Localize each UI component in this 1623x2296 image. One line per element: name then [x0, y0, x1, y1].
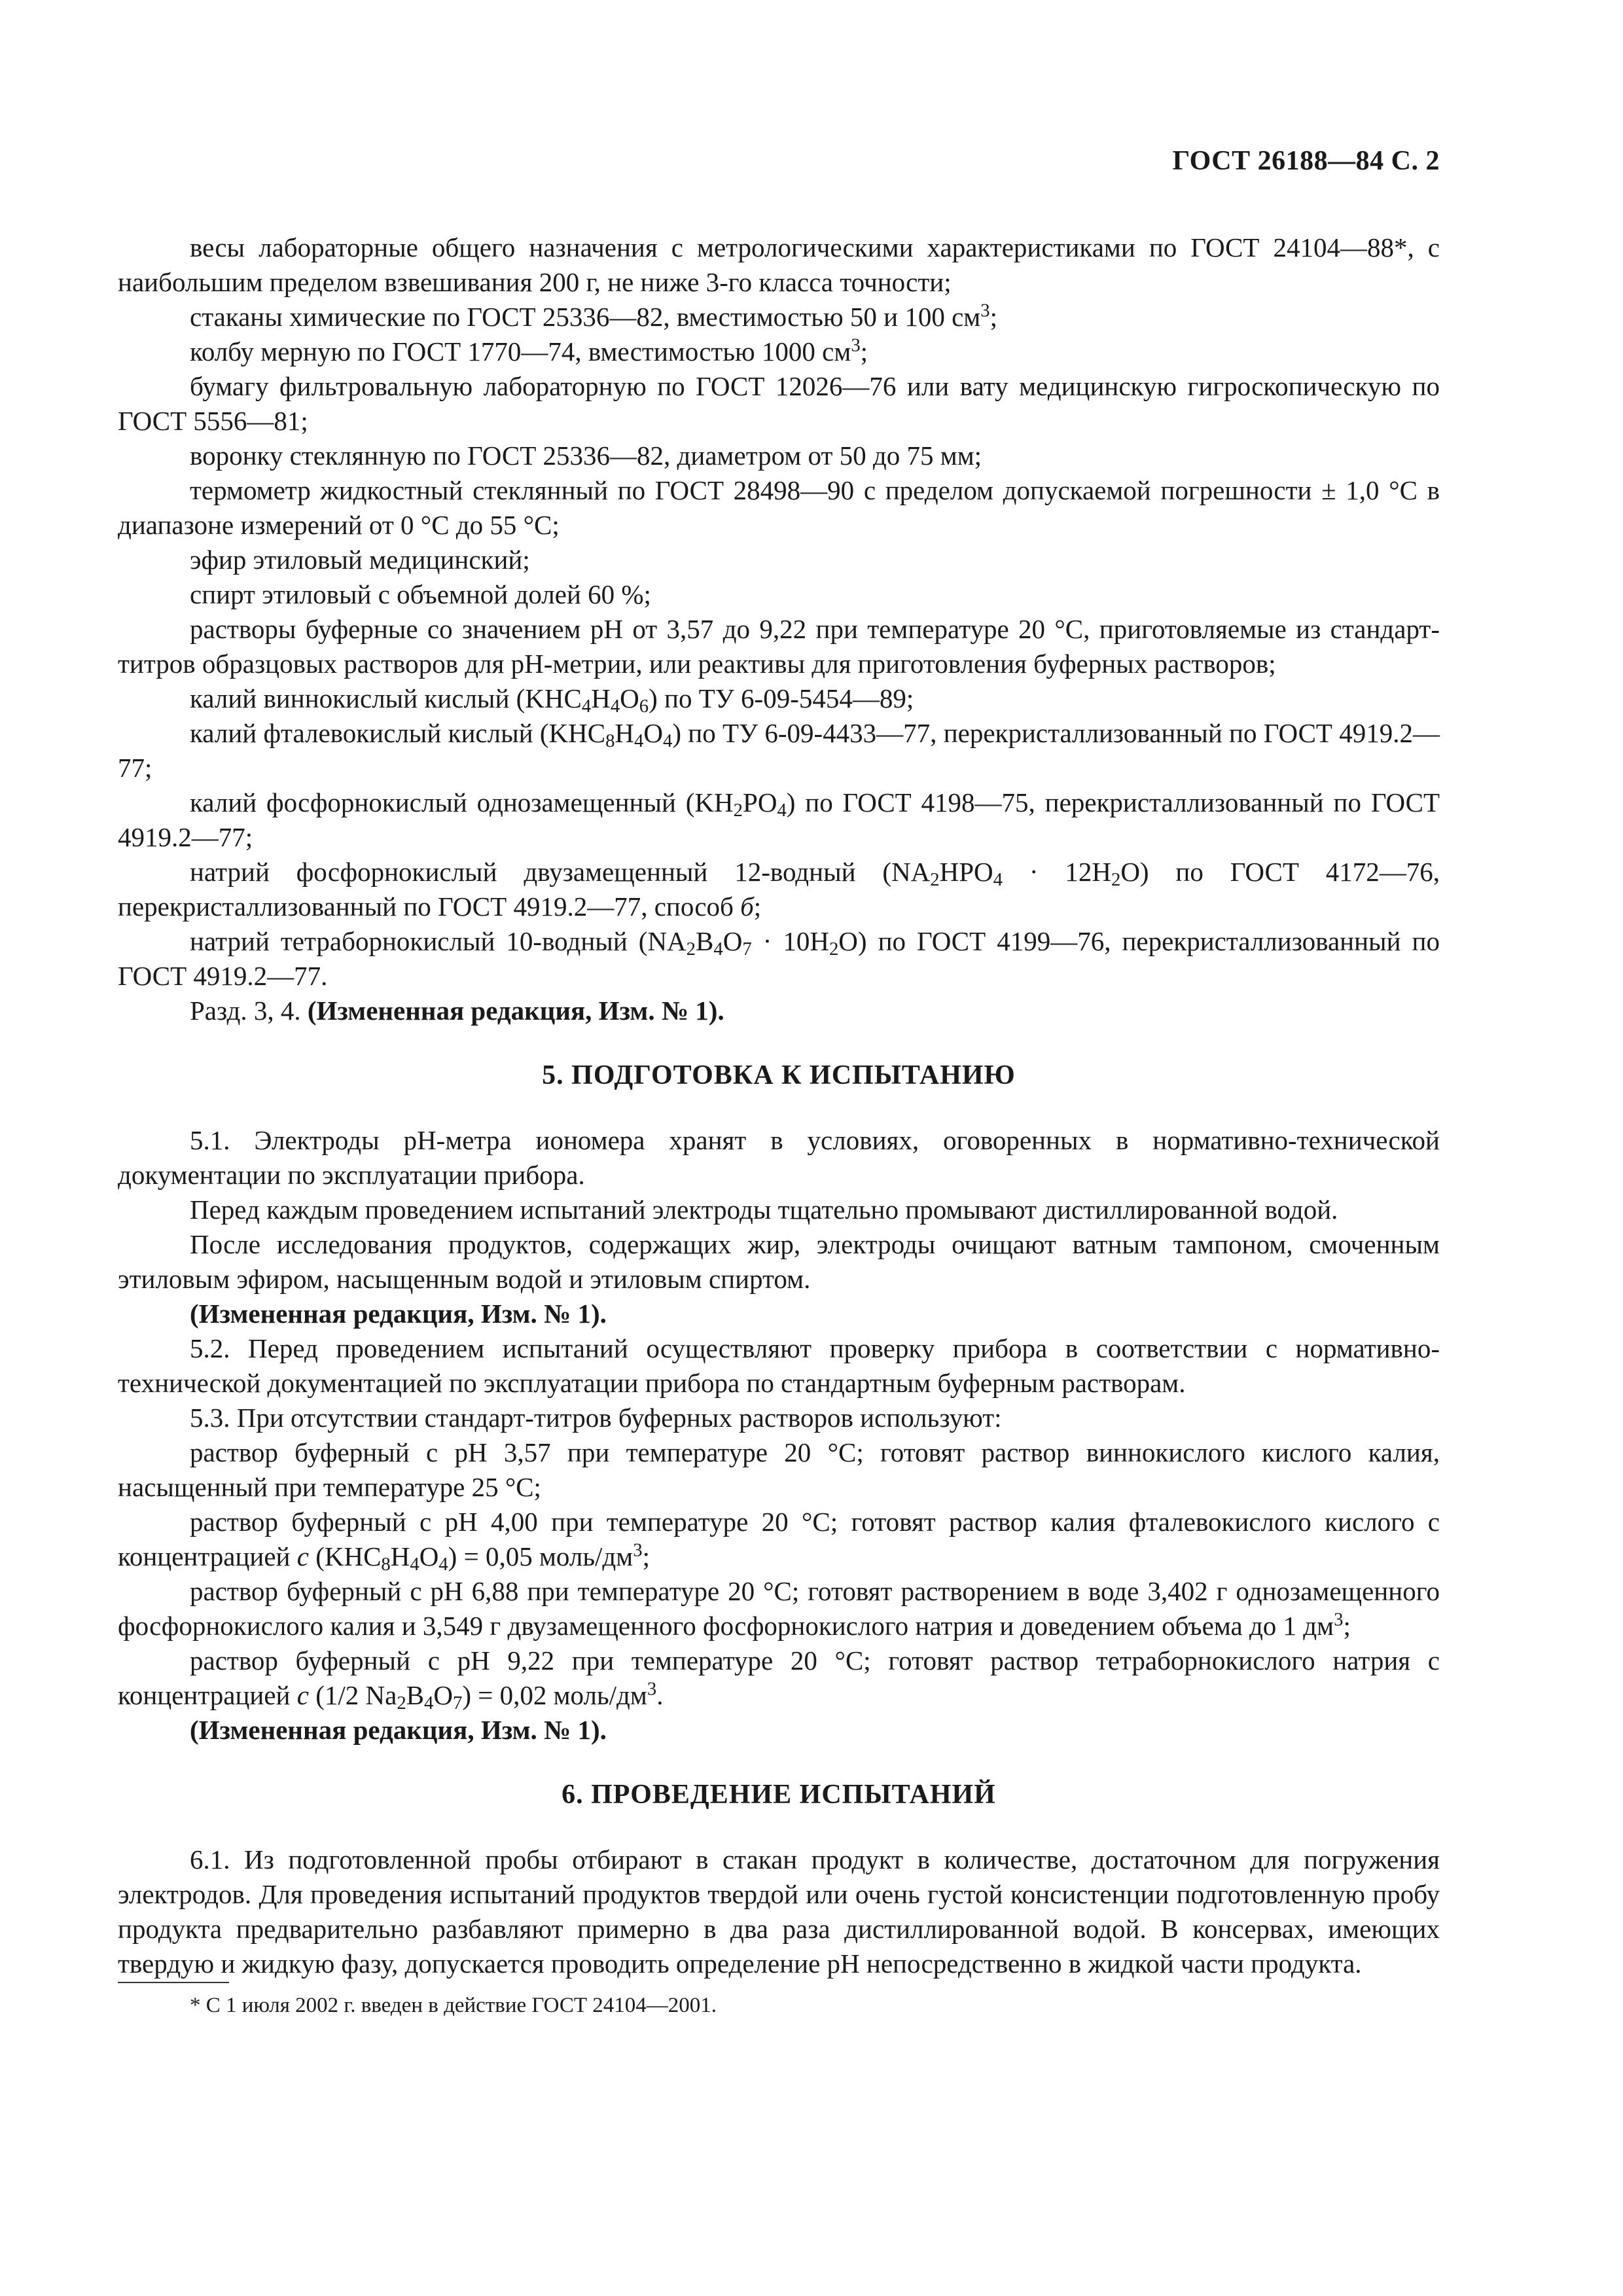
paragraph-5-3: 5.3. При отсутствии стандарт-титров буферных растворов используют: — [190, 1403, 1002, 1433]
buffer-ph-3-57: раствор буферный с pH 3,57 при температуре 20 °C; готовят раствор виннокислого кислого калия, насыщенный при температуре 25 °C; — [118, 1437, 1440, 1502]
item-beakers: стаканы химические по ГОСТ 25336—82, вместимостью 50 и 100 $см^3$; — [190, 300, 997, 332]
item-thermometer: термометр жидкостный стеклянный по ГОСТ 28498—90 с пределом допускаемой погрешности ± 1,0 °C в диапазоне измерений от 0 °C до 55 °C; — [118, 475, 1440, 540]
amendment-note: (Измененная редакция, Изм. № 1). — [190, 1299, 607, 1329]
item-potassium-phosphate: калий фосфорнокислый однозамещенный $(KH_2PO_4)$ по ГОСТ 4198—75, перекристаллизованный по ГОСТ 4919.2—77; — [118, 787, 1440, 852]
buffer-ph-4-00: раствор буферный с pH 4,00 при температуре 20 °C; готовят раствор калия фталевокислого кислого с концентрацией c $(KHC_8H_4O_4) = 0,05$ моль/$дм^3$; — [118, 1507, 1440, 1575]
item-sodium-tetraborate: натрий тетраборнокислый 10-водный $(NA_2B_4O_7 \cdot 10H_2O)$ по ГОСТ 4199—76, перекристаллизованный по ГОСТ 4919.2—77. — [118, 926, 1440, 991]
amendment-note: (Измененная редакция, Изм. № 1). — [190, 1715, 607, 1745]
buffer-ph-6-88: раствор буферный с pH 6,88 при температуре 20 °C; готовят растворением в воде 3,402 г однозамещенного фосфорнокислого калия и 3,549 г двузамещенного фосфорнокислого натрия и доведением объема до 1 $дм^3$; — [118, 1576, 1440, 1641]
item-alcohol: спирт этиловый с объемной долей 60 %; — [190, 579, 651, 609]
page-header: ГОСТ 26188—84 С. 2 — [1172, 146, 1440, 176]
paragraph-6-1: 6.1. Из подготовленной пробы отбирают в стакан продукт в количестве, достаточном для погружения электродов. Для проведения испытаний продуктов твердой или очень густой консистенции подготовленную пробу продукта предварительно разбавляют примерно в два раза дистиллированной водой. В консервах, имеющих твердую и жидкую фазу, допускается проводить определение pH непосредственно в жидкой части продукта. — [118, 1844, 1440, 1979]
paragraph-5-1: 5.1. Электроды pH-метра иономера хранят в условиях, оговоренных в нормативно-технической документации по эксплуатации прибора. — [118, 1125, 1440, 1190]
buffer-ph-9-22: раствор буферный с pH 9,22 при температуре 20 °C; готовят раствор тетраборнокислого натрия с концентрацией c (1/2 $Na_2B_4O_7) = 0,02$ моль/$дм^3$. — [118, 1645, 1440, 1714]
paragraph-5-1-clean: После исследования продуктов, содержащих жир, электроды очищают ватным тампоном, смоченным этиловым эфиром, насыщенным водой и этиловым спиртом. — [118, 1229, 1440, 1294]
item-potassium-tartrate: калий виннокислый кислый $(KHC_4H_4O_6)$ по ТУ 6-09-5454—89; — [190, 683, 914, 717]
item-funnel: воронку стеклянную по ГОСТ 25336—82, диаметром от 50 до 75 мм; — [190, 440, 982, 471]
item-potassium-phthalate: калий фталевокислый кислый $(KHC_8H_4O_4)$ по ТУ 6-09-4433—77, перекристаллизованный по ГОСТ 4919.2—77; — [118, 718, 1440, 783]
item-scales: весы лабораторные общего назначения с метрологическими характеристиками по ГОСТ 24104—88*, с наибольшим пределом взвешивания 200 г, не ниже 3-го класса точности; — [118, 232, 1440, 297]
document-body — [118, 230, 1440, 1981]
paragraph-5-1-rinse: Перед каждым проведением испытаний электроды тщательно промывают дистиллированной водой. — [190, 1194, 1338, 1225]
footnote: * С 1 июля 2002 г. введен в действие ГОСТ 24104—2001. — [190, 1994, 717, 2017]
item-sodium-phosphate: натрий фосфорнокислый двузамещенный 12-водный $(NA_2HPO_4 \cdot 12H_2O)$ по ГОСТ 4172—76, перекристаллизованный по ГОСТ 4919.2—77, способ б; — [118, 857, 1440, 922]
footnote-divider — [118, 1982, 229, 1983]
item-buffer-solutions: растворы буферные со значением pH от 3,57 до 9,22 при температуре 20 °C, приготовляемые из стандарт-титров образцовых растворов для pH-метрии, или реактивы для приготовления буферных растворов; — [118, 614, 1440, 679]
item-filter-paper: бумагу фильтровальную лабораторную по ГОСТ 12026—76 или вату медицинскую гигроскопическую по ГОСТ 5556—81; — [118, 371, 1440, 436]
section-5-heading: 5. ПОДГОТОВКА К ИСПЫТАНИЮ — [542, 1060, 1016, 1090]
section-6-heading: 6. ПРОВЕДЕНИЕ ИСПЫТАНИЙ — [562, 1780, 996, 1810]
item-flask: колбу мерную по ГОСТ 1770—74, вместимостью 1000 $см^3$; — [190, 334, 868, 367]
item-ether: эфир этиловый медицинский; — [190, 545, 530, 575]
amendment-note: Разд. 3, 4. (Измененная редакция, Изм. № 1). — [190, 996, 724, 1026]
paragraph-5-2: 5.2. Перед проведением испытаний осуществляют проверку прибора в соответствии с нормативно-технической документацией по эксплуатации прибора по стандартным буферным растворам. — [118, 1333, 1440, 1398]
